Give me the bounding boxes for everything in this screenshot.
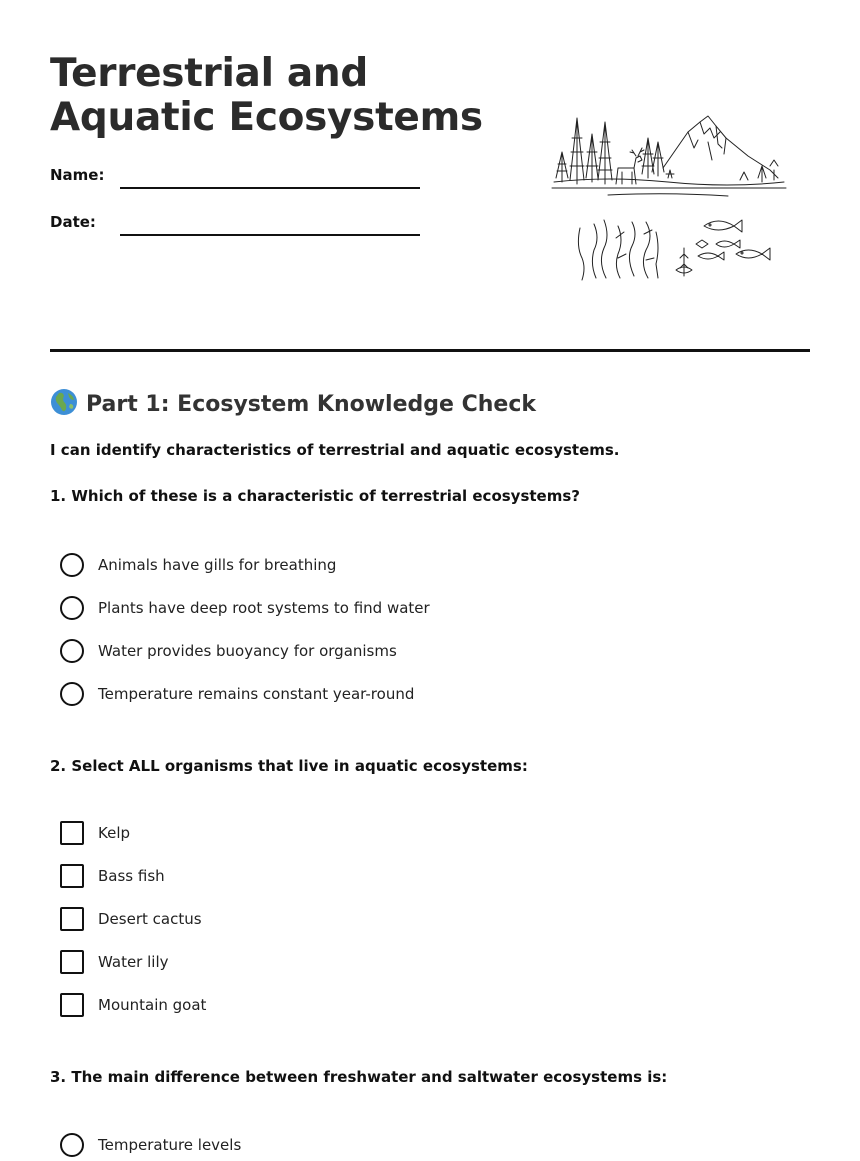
radio-button[interactable] — [60, 596, 84, 620]
option-label: Mountain goat — [98, 996, 207, 1014]
option-label: Water provides buoyancy for organisms — [98, 642, 397, 660]
q2-option-4[interactable] — [60, 950, 169, 974]
date-field[interactable] — [120, 234, 420, 236]
name-label: Name: — [50, 166, 105, 184]
radio-button[interactable] — [60, 1133, 84, 1157]
q1-option-3[interactable] — [60, 639, 397, 663]
q1-option-1[interactable] — [60, 553, 336, 577]
checkbox[interactable] — [60, 821, 84, 845]
fish-drawing — [676, 220, 770, 273]
learning-objective: I can identify characteristics of terrestrial and aquatic ecosystems. — [50, 441, 620, 459]
date-label: Date: — [50, 213, 96, 231]
section-divider — [50, 349, 810, 352]
radio-button[interactable] — [60, 639, 84, 663]
radio-button[interactable] — [60, 553, 84, 577]
section-heading-part1 — [50, 388, 536, 421]
option-label: Temperature levels — [98, 1136, 242, 1154]
question-2: 2. Select ALL organisms that live in aquatic ecosystems: — [50, 757, 528, 775]
page-title: Terrestrial and Aquatic Ecosystems — [50, 51, 483, 140]
section-heading-text: Part 1: Ecosystem Knowledge Check — [86, 392, 536, 417]
option-label: Temperature remains constant year-round — [98, 685, 415, 703]
q2-option-2[interactable] — [60, 864, 165, 888]
option-label: Water lily — [98, 953, 169, 971]
pine-trees-drawing — [556, 118, 664, 184]
q2-option-3[interactable] — [60, 907, 202, 931]
seaweed-drawing — [578, 220, 688, 280]
deer-drawing — [616, 148, 644, 184]
option-label: Desert cactus — [98, 910, 202, 928]
checkbox[interactable] — [60, 950, 84, 974]
option-label: Animals have gills for breathing — [98, 556, 337, 574]
question-1: 1. Which of these is a characteristic of terrestrial ecosystems? — [50, 487, 580, 505]
q2-option-1[interactable] — [60, 821, 130, 845]
q1-option-2[interactable] — [60, 596, 430, 620]
radio-button[interactable] — [60, 682, 84, 706]
question-3: 3. The main difference between freshwater and saltwater ecosystems is: — [50, 1068, 668, 1086]
checkbox[interactable] — [60, 907, 84, 931]
option-label: Bass fish — [98, 867, 165, 885]
ecosystem-illustration — [548, 108, 792, 288]
q3-option-1[interactable] — [60, 1133, 241, 1157]
option-label: Kelp — [98, 824, 131, 842]
globe-icon — [50, 388, 78, 416]
checkbox[interactable] — [60, 993, 84, 1017]
name-field[interactable] — [120, 187, 420, 189]
q1-option-4[interactable] — [60, 682, 414, 706]
option-label: Plants have deep root systems to find water — [98, 599, 430, 617]
checkbox[interactable] — [60, 864, 84, 888]
q2-option-5[interactable] — [60, 993, 206, 1017]
